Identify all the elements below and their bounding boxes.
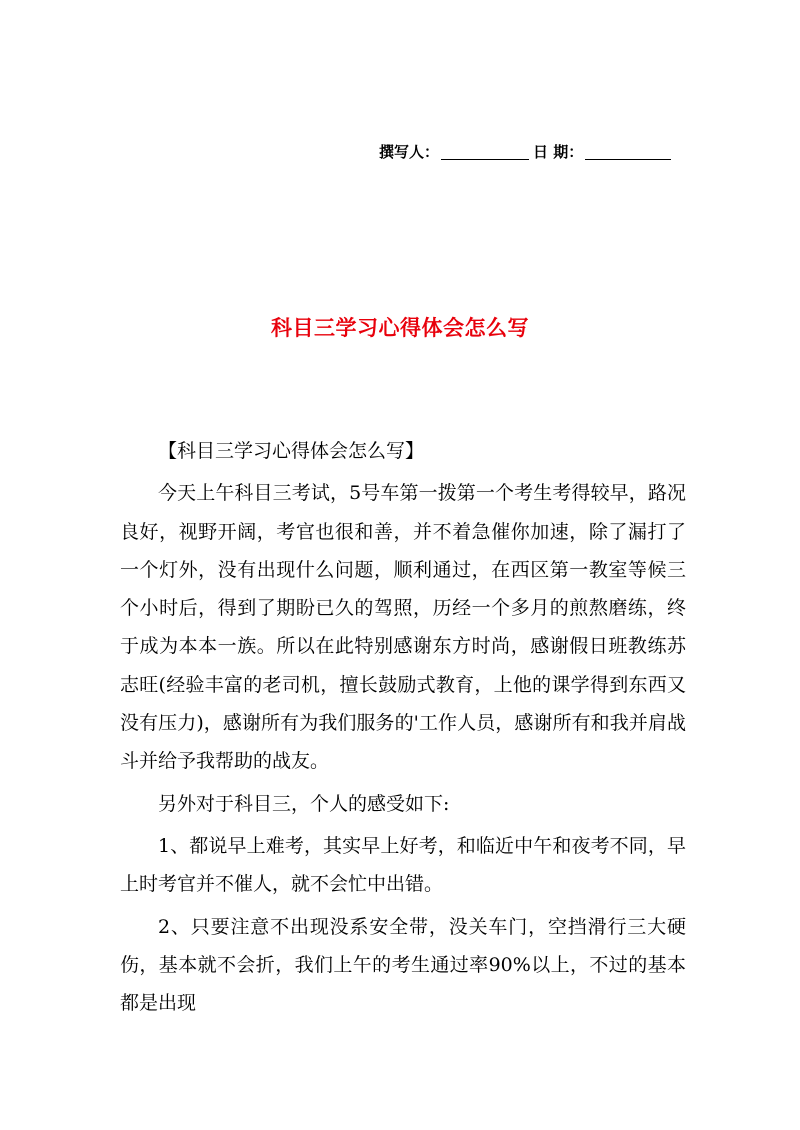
- date-label: 日 期：: [533, 143, 584, 161]
- body-paragraph: 1、都说早上难考，其实早上好考，和临近中午和夜考不同，早上时考官并不催人，就不会忙中出错。: [120, 834, 686, 896]
- subtitle-paragraph: 【科目三学习心得体会怎么写】: [158, 440, 425, 462]
- signature-line: [379, 138, 689, 162]
- date-blank-field: [585, 143, 671, 160]
- document-body: [120, 432, 686, 1022]
- document-title: 科目三学习心得体会怎么写: [271, 316, 529, 340]
- author-label: 撰写人：: [379, 143, 440, 161]
- author-blank-field: [441, 143, 529, 160]
- body-paragraph: 2、只要注意不出现没系安全带，没关车门，空挡滑行三大硬伤，基本就不会折，我们上午的考生通过率90%以上，不过的基本都是出现: [120, 915, 686, 1015]
- body-paragraph: 另外对于科目三，个人的感受如下:: [158, 792, 450, 815]
- body-paragraph: 今天上午科目三考试，5号车第一拨第一个考生考得较早，路况良好，视野开阔，考官也很和善，并不着急催你加速，除了漏打了一个灯外，没有出现什么问题，顺利通过，在西区第一教室等候三个小时后，得到了期盼已久的驾照，历经一个多月的煎熬磨练，终于成为本本一族。所以在此特别感谢东方时尚，感谢假日班教练苏志旺(经验丰富的老司机，擅长鼓励式教育，上他的课学得到东西又没有压力)，感谢所有为我们服务的'工作人员，感谢所有和我并肩战斗并给予我帮助的战友。: [120, 482, 686, 773]
